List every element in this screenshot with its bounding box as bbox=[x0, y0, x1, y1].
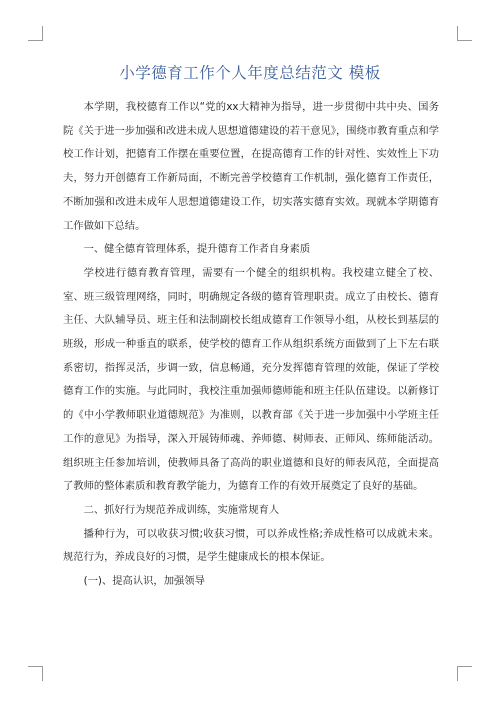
intro-paragraph: 本学期，我校德育工作以“党的xx大精神为指导，进一步贯彻中共中央、国务院《关于进一步加强和改进未成人思想道德建设的若干意见》，围绕市教育重点和学校工作计划，把德育工作摆在重要位置，在提高德育工作的针对性、实效性上下功夫，努力开创德育工作新局面，不断完善学校德育工作机制，强化德育工作责任，不断加强和改进未成年人思想道德建设工作，切实落实德育实效。现就本学期德育工作做如下总结。 bbox=[63, 101, 439, 232]
section-heading-1: 一、健全德育管理体系，提升德育工作者自身素质 bbox=[83, 243, 311, 256]
corner-mark-top-right bbox=[457, 26, 472, 41]
corner-mark-bottom-left bbox=[28, 666, 43, 681]
corner-mark-top-left bbox=[28, 26, 43, 41]
subsection-heading-1: (一)、提高认识，加强领导 bbox=[83, 575, 205, 588]
section-2-paragraph: 播种行为，可以收获习惯;收获习惯，可以养成性格;养成性格可以成就未来。规范行为，养成良好的习惯，是学生健康成长的根本保证。 bbox=[63, 527, 439, 564]
section-1-paragraph: 学校进行德育教育管理，需要有一个健全的组织机构。我校建立健全了校、室、班三级管理网络，同时，明确规定各级的德育管理职责。成立了由校长、德育主任、大队辅导员、班主任和法制副校长组成德育工作领导小组，从校长到基层的班级，形成一种垂直的联系，使学校的德育工作从组织系统方面做到了上下左右联系密切，指挥灵活，步调一致，信息畅通，充分发挥德育管理的效能，保证了学校德育工作的实施。与此同时，我校注重加强师德师能和班主任队伍建设。以新修订的《中小学教师职业道德规范》为准则，以教育部《关于进一步加强中小学班主任工作的意见》为指导，深入开展铸师魂、养师德、树师表、正师风、练师能活动。组织班主任参加培训，使教师具备了高尚的职业道德和良好的师表风范，全面提高了教师的整体素质和教育教学能力，为德育工作的有效开展奠定了良好的基础。 bbox=[63, 266, 439, 493]
corner-mark-bottom-right bbox=[457, 666, 472, 681]
document-body bbox=[63, 96, 439, 594]
document-title: 小学德育工作个人年度总结范文 模板 bbox=[119, 64, 381, 82]
section-heading-2: 二、抓好行为规范养成训练，实施常规育人 bbox=[83, 503, 280, 516]
